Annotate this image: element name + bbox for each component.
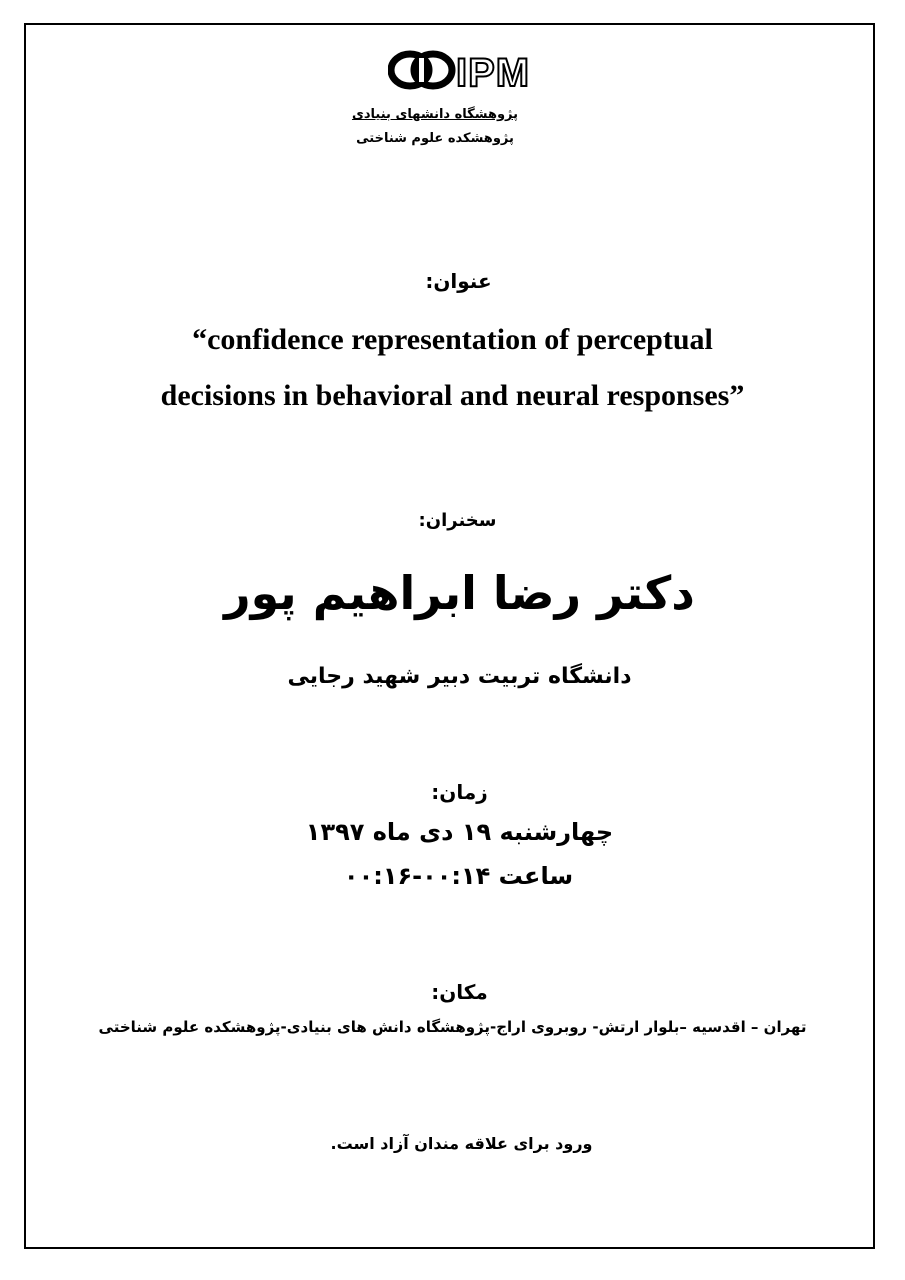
event-address: تهران – اقدسیه –بلوار ارتش- روبروی اراج-پژوهشگاه دانش های بنیادی-پژوهشکده علوم شناختی [98, 1018, 807, 1036]
event-hour: ساعت ۰۰:۱۴-۰۰:۱۶ [343, 862, 574, 890]
talk-title-line-2: decisions in behavioral and neural responses” [160, 379, 745, 412]
speaker-name: دکتر رضا ابراهیم پور [224, 566, 695, 620]
entry-note: ورود برای علاقه مندان آزاد است. [330, 1134, 593, 1153]
talk-title-line-1: “confidence representation of perceptual [192, 323, 713, 356]
page-border [24, 23, 875, 1249]
institute-name: پژوهشگاه دانشهای بنیادی [351, 107, 519, 122]
speaker-label: سخنران: [418, 510, 497, 531]
ipm-logo [388, 48, 538, 94]
time-label: زمان: [431, 780, 488, 804]
title-label: عنوان: [425, 269, 492, 293]
ipm-emblem-icon [391, 54, 452, 86]
school-name: پژوهشکده علوم شناختی [356, 131, 514, 146]
place-label: مکان: [431, 980, 488, 1004]
speaker-affiliation: دانشگاه تربیت دبیر شهید رجایی [287, 664, 632, 689]
talk-title [60, 312, 845, 424]
event-date: چهارشنبه ۱۹ دی ماه ۱۳۹۷ [305, 818, 614, 846]
logo-text: IPM [456, 51, 531, 94]
